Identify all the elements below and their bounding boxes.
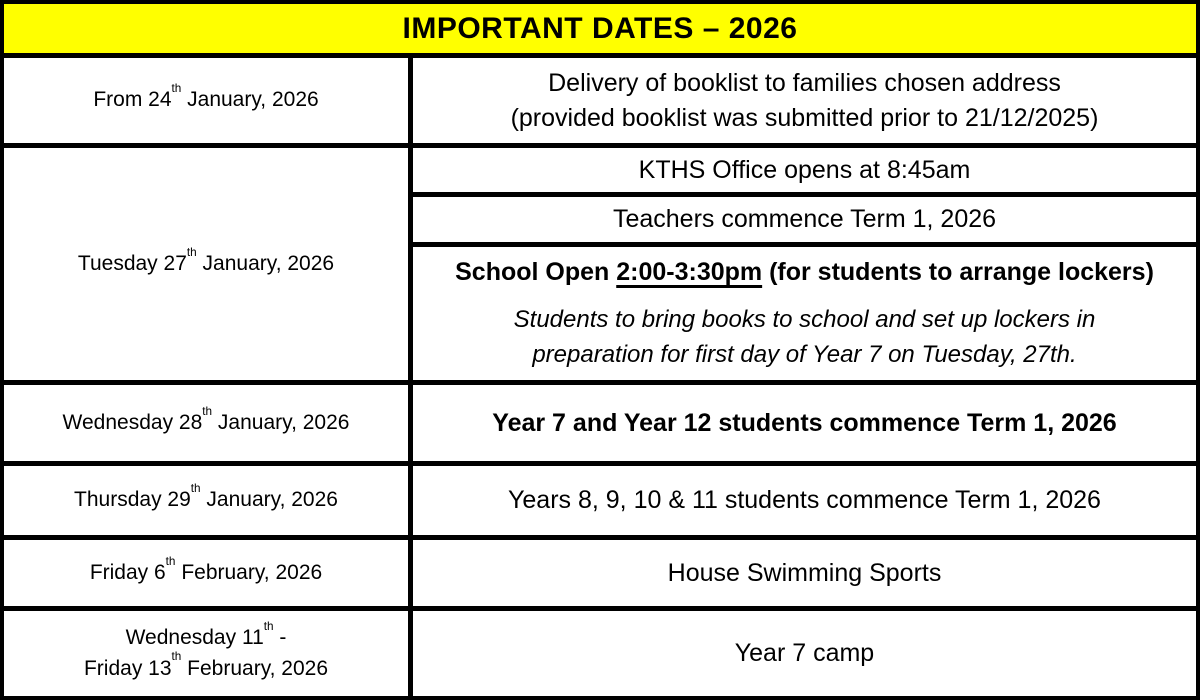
date-cell-tuesday-27-january [4,148,408,380]
event-cell-year7-camp [413,611,1196,696]
date-cell-friday-6-february [4,540,408,606]
event-line: Delivery of booklist to families chosen address [548,68,1061,97]
date-text: Tuesday 27th January, 2026 [77,245,335,275]
date-text: Wednesday 11th - [125,619,287,650]
event-cell-teachers-commence [413,197,1196,242]
title-banner [4,4,1196,53]
event-cell-years8-11-commence [413,466,1196,535]
event-line: (provided booklist was submitted prior to 21/12/2025) [510,103,1099,132]
date-cell-wednesday11-friday13-february [4,611,408,696]
event-line: Teachers commence Term 1, 2026 [612,205,997,233]
date-text: Wednesday 28th January, 2026 [62,404,350,434]
page-title: IMPORTANT DATES – 2026 [402,11,798,45]
ordinal-suffix: th [186,245,197,259]
date-cell-thursday-29-january [4,466,408,535]
event-cell-school-open [413,247,1196,380]
date-text: Friday 6th February, 2026 [89,554,323,584]
event-line: KTHS Office opens at 8:45am [638,155,971,184]
event-cell-booklist-delivery [413,58,1196,143]
ordinal-suffix: th [190,482,201,496]
event-line: House Swimming Sports [667,558,942,587]
school-open-time: 2:00-3:30pm [616,257,763,286]
event-line: Year 7 camp [734,639,875,667]
ordinal-suffix: th [171,650,182,664]
event-line: Years 8, 9, 10 & 11 students commence Term 1, 2026 [508,486,1101,514]
date-cell-wednesday-28-january [4,385,408,461]
event-cell-swimming-sports [413,540,1196,606]
ordinal-suffix: th [202,404,213,418]
ordinal-suffix: th [171,82,182,96]
ordinal-suffix: th [263,619,274,633]
school-open-note: Students to bring books to school and set up lockers in preparation for first day of Year 7 on Tuesday, 27th. [513,305,1096,368]
event-line: Year 7 and Year 12 students commence Term 1, 2026 [492,408,1117,437]
event-cell-year7-year12-commence [413,385,1196,461]
date-text: From 24th January, 2026 [93,82,319,112]
school-open-line: School Open 2:00-3:30pm (for students to arrange lockers) [455,257,1154,286]
date-text: Thursday 29th January, 2026 [74,482,338,512]
event-cell-office-opens [413,148,1196,192]
date-text: Friday 13th February, 2026 [83,650,329,680]
date-cell-from-24-january [4,58,408,143]
ordinal-suffix: th [165,554,176,568]
